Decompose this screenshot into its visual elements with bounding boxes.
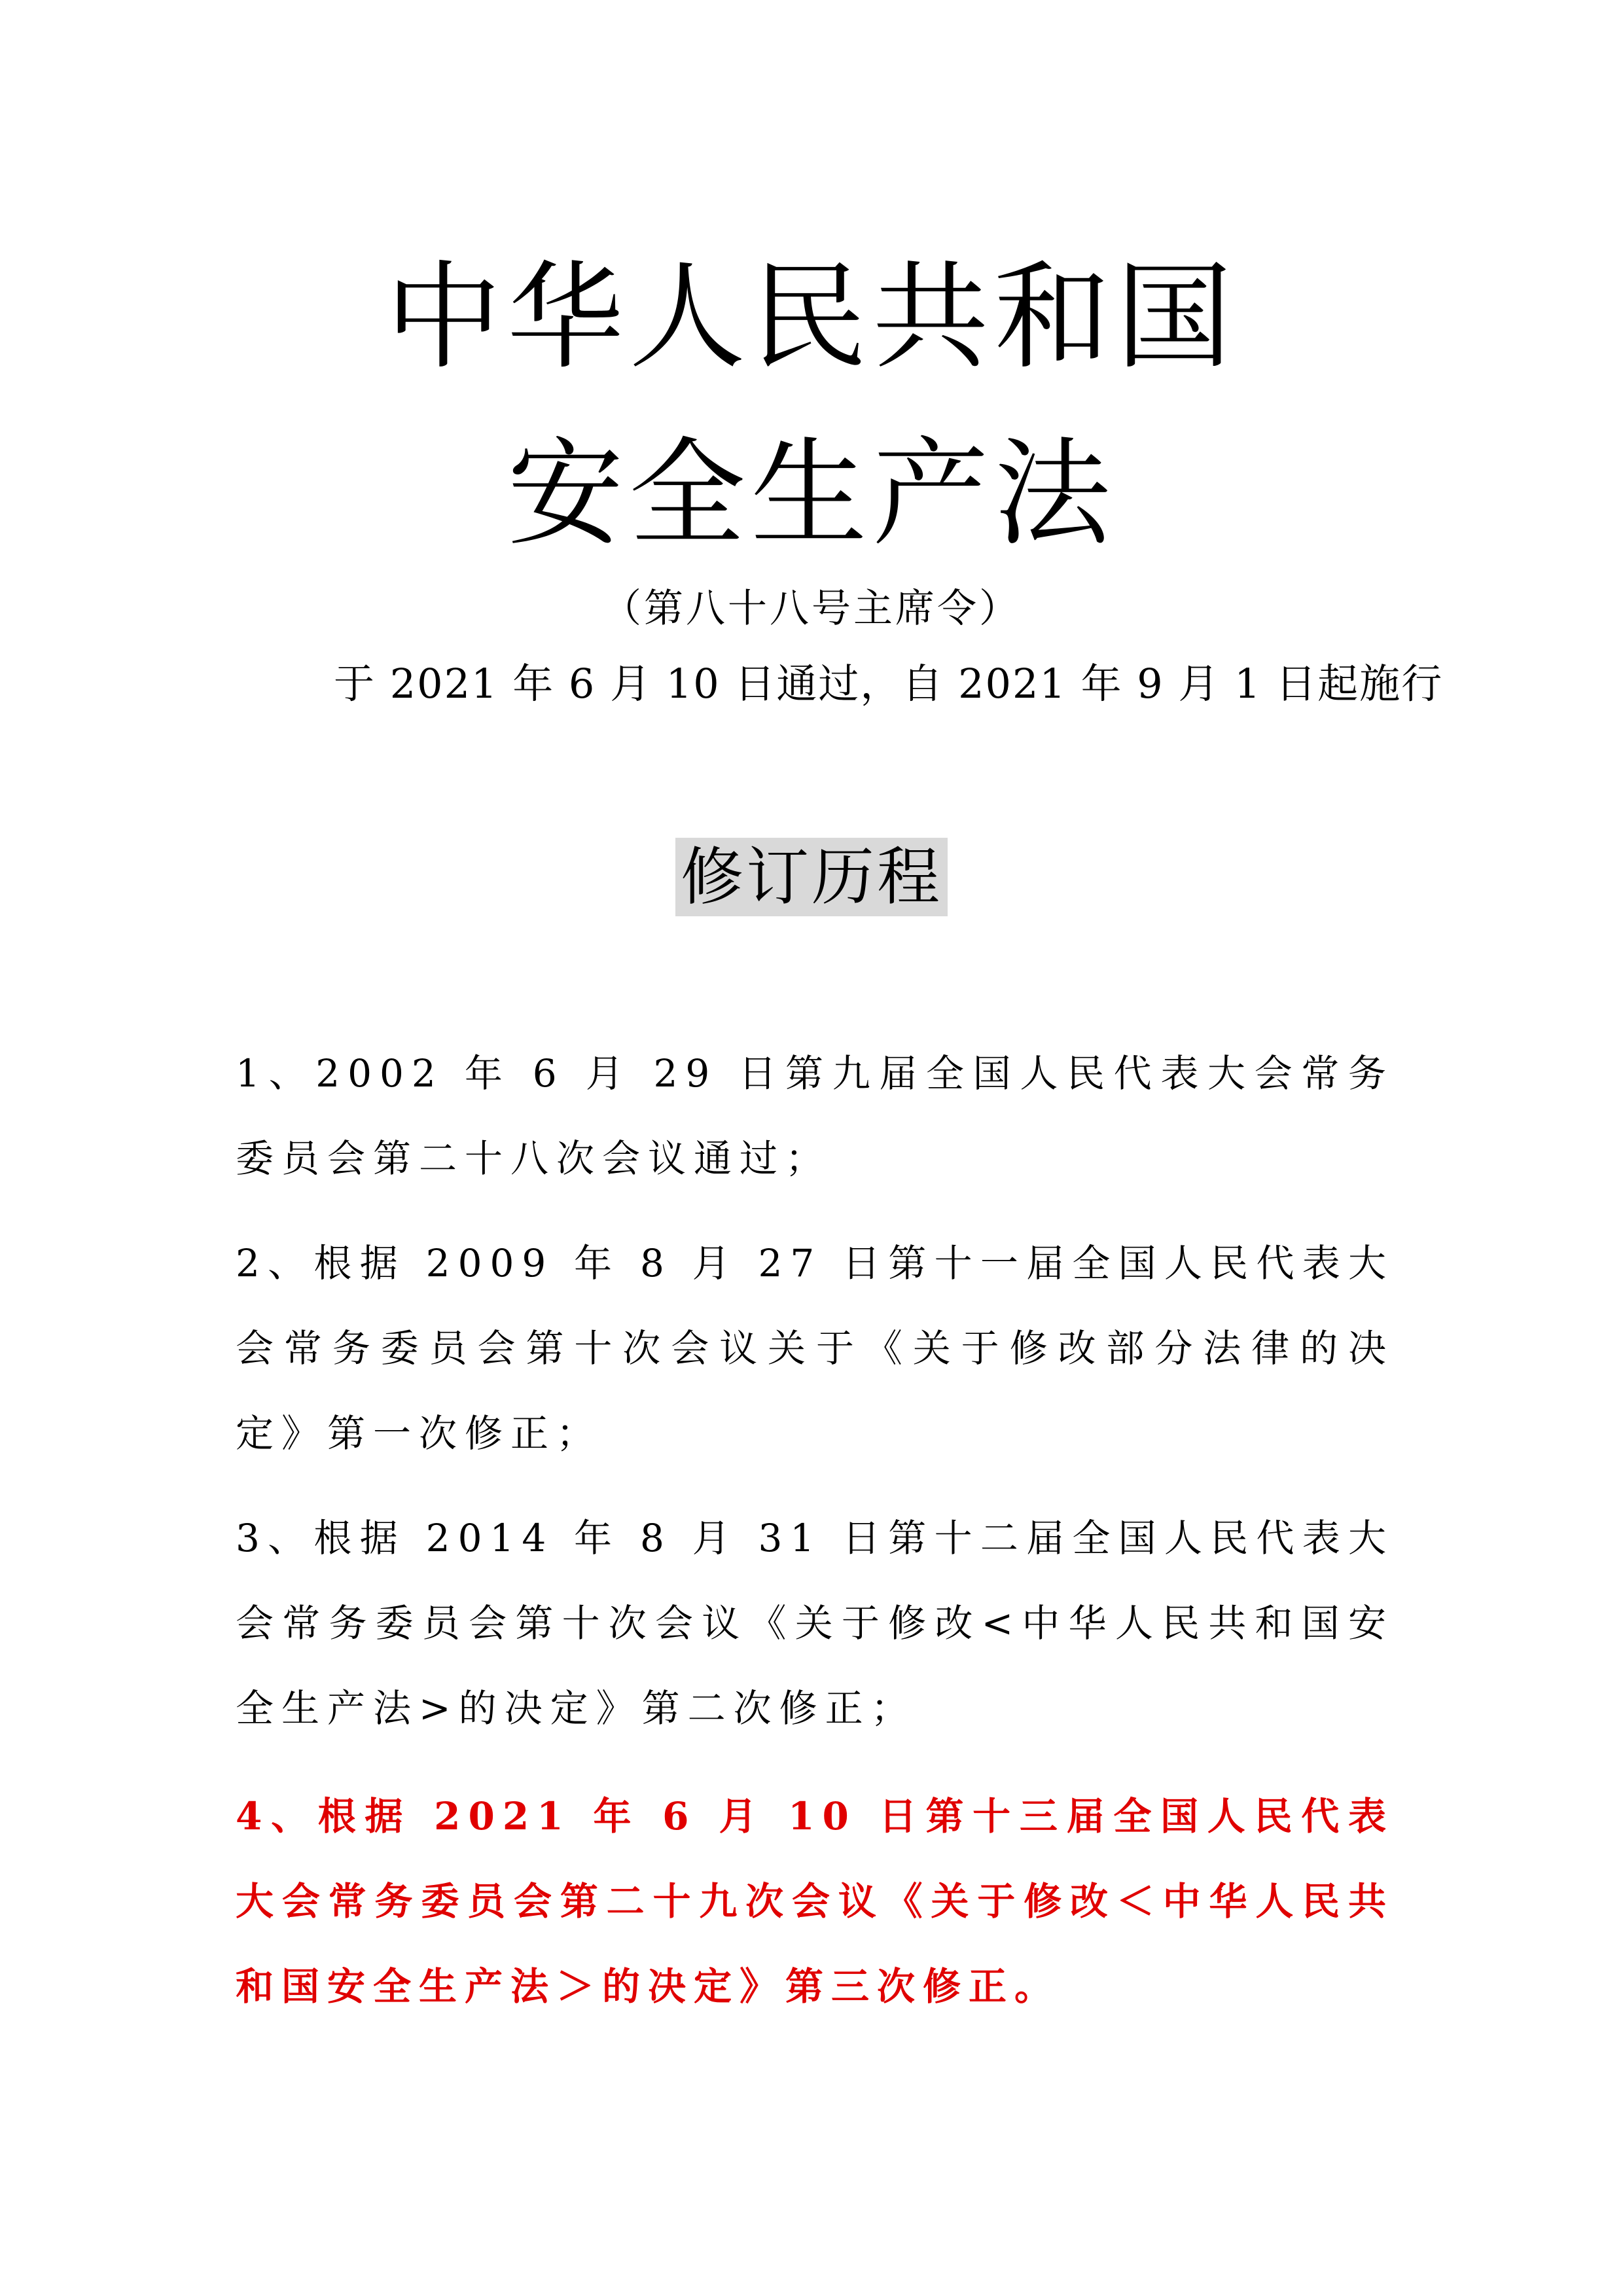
presidential-order-number: （第八十八号主席令） [602, 586, 1021, 632]
revision-item-1: 1、2002 年 6 月 29 日第九届全国人民代表大会常务委员会第二十八次会议通过； [236, 1051, 1394, 1181]
title-line-2: 安全生产法 [507, 426, 1116, 562]
revision-heading-container [0, 838, 1623, 916]
revision-item-2: 2、根据 2009 年 8 月 27 日第十一届全国人民代表大会常务委员会第十次会议关于《关于修改部分法律的决定》第一次修正； [236, 1241, 1394, 1456]
revision-item-4-highlighted: 4、根据 2021 年 6 月 10 日第十三届全国人民代表大会常务委员会第二十九次会议《关于修改＜中华人民共和国安全生产法＞的决定》第三次修正。 [236, 1794, 1394, 2009]
revision-history-heading: 修订历程 [675, 838, 948, 916]
revision-item-3: 3、根据 2014 年 8 月 31 日第十二届全国人民代表大会常务委员会第十次会议《关于修改<中华人民共和国安全生产法>的决定》第二次修正； [236, 1516, 1394, 1731]
title-line-1: 中华人民共和国 [385, 249, 1238, 385]
adoption-effective-dates: 于 2021 年 6 月 10 日通过，自 2021 年 9 月 1 日起施行 [334, 660, 1444, 708]
